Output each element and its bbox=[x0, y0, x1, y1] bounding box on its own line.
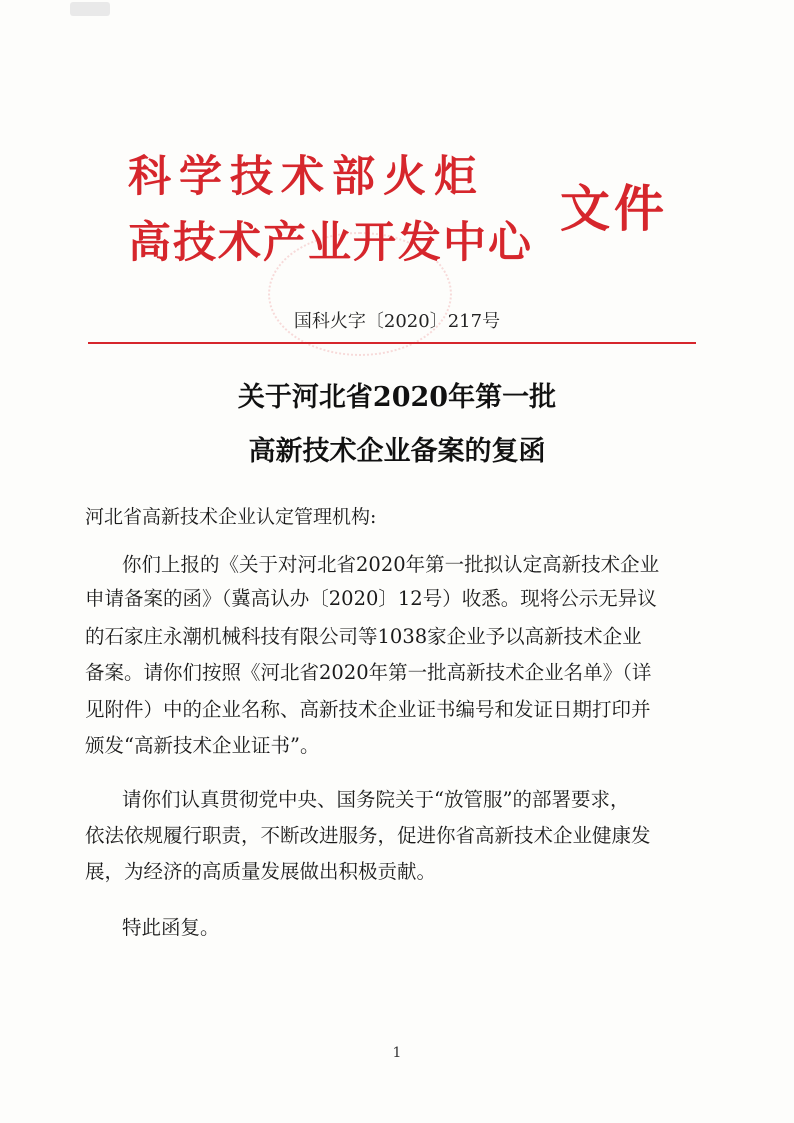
issuer-line-2: 高技术产业开发中心 bbox=[128, 218, 533, 268]
paragraph1-line-2: 申请备案的函》（冀高认办〔2020〕12号）收悉。现将公示无异议 bbox=[85, 587, 657, 610]
paragraph1-line-5: 见附件）中的企业名称、高新技术企业证书编号和发证日期打印并 bbox=[85, 698, 651, 721]
closing-line: 特此函复。 bbox=[122, 916, 220, 939]
document-title-line-1: 关于河北省2020年第一批 bbox=[237, 382, 557, 413]
paragraph2-line-2: 依法依规履行职责，不断改进服务，促进你省高新技术企业健康发 bbox=[85, 824, 651, 847]
document-title-line-2: 高新技术企业备案的复函 bbox=[248, 436, 546, 467]
salutation: 河北省高新技术企业认定管理机构: bbox=[85, 506, 377, 528]
paragraph2-line-3: 展，为经济的高质量发展做出积极贡献。 bbox=[85, 860, 437, 883]
header-red-rule bbox=[88, 342, 696, 344]
paragraph1-line-6: 颁发“高新技术企业证书”。 bbox=[85, 734, 320, 757]
paragraph1-line-3: 的石家庄永潮机械科技有限公司等1038家企业予以高新技术企业 bbox=[85, 625, 642, 648]
paragraph1-line-1: 你们上报的《关于对河北省2020年第一批拟认定高新技术企业 bbox=[122, 553, 660, 576]
page-number: 1 bbox=[392, 1045, 402, 1061]
paragraph1-line-4: 备案。请你们按照《河北省2020年第一批高新技术企业名单》（详 bbox=[85, 661, 652, 684]
paragraph2-line-1: 请你们认真贯彻党中央、国务院关于“放管服”的部署要求， bbox=[122, 788, 630, 811]
document-type-label: 文件 bbox=[560, 179, 668, 238]
document-number: 国科火字〔2020〕217号 bbox=[293, 311, 501, 332]
issuer-line-1: 科学技术部火炬 bbox=[128, 152, 485, 202]
scan-speck bbox=[70, 2, 110, 16]
